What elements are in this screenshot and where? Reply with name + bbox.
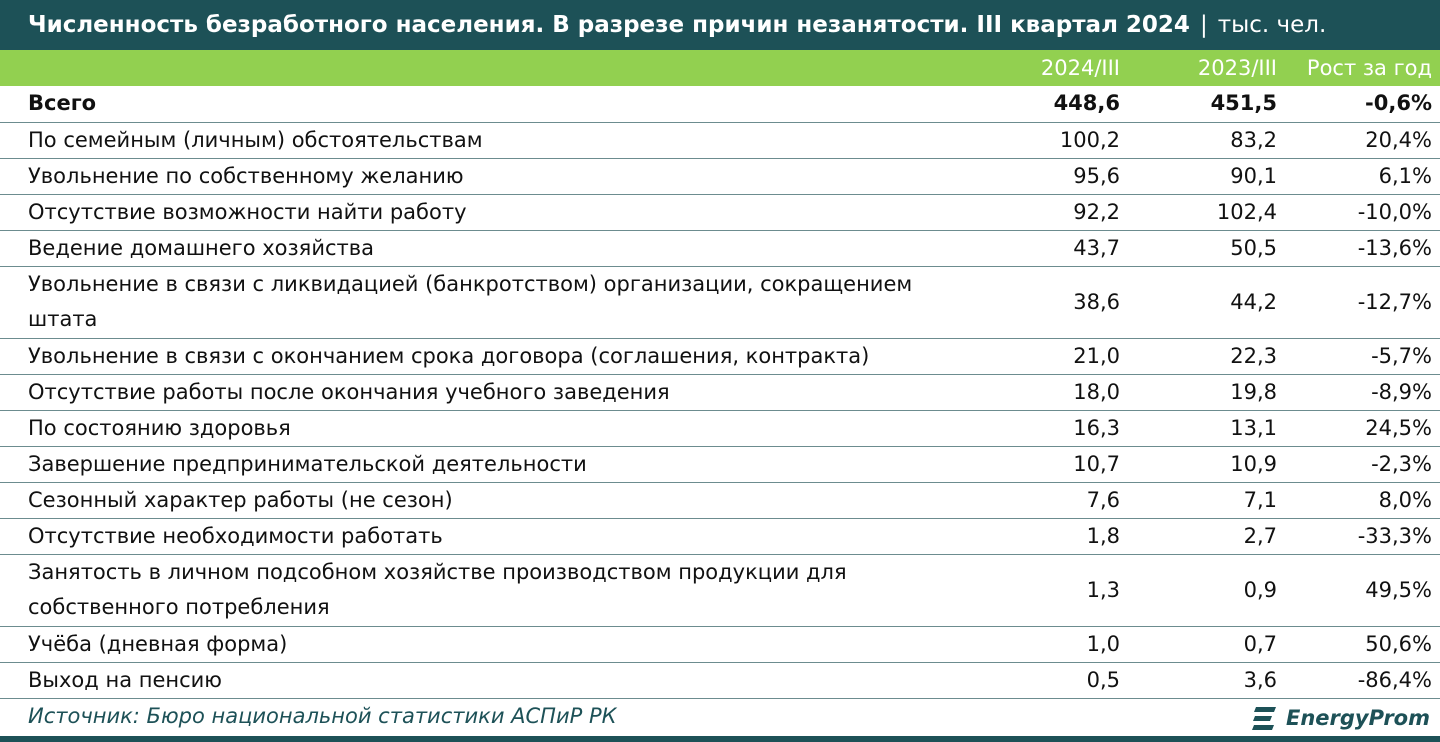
table-row [0, 662, 1440, 698]
value-growth: 8,0% [1277, 482, 1440, 518]
unit-label: тыс. чел. [1217, 12, 1327, 38]
value-2023: 83,2 [1120, 122, 1277, 158]
logo-text: EnergyProm [1285, 706, 1430, 730]
page-title: Численность безработного населения. В разрезе причин незанятости. III квартал 2024 [28, 12, 1190, 38]
table-row-total [0, 86, 1440, 122]
column-header-2024: 2024/III [1040, 56, 1120, 80]
value-2023: 2,7 [1120, 518, 1277, 554]
value-2024: 95,6 [970, 158, 1120, 194]
value-2023: 7,1 [1120, 482, 1277, 518]
bottom-rule [0, 736, 1440, 742]
value-2024: 10,7 [970, 446, 1120, 482]
value-2023: 13,1 [1120, 410, 1277, 446]
value-growth: 20,4% [1277, 122, 1440, 158]
value-2023: 102,4 [1120, 194, 1277, 230]
table-row [0, 122, 1440, 158]
value-growth: -13,6% [1277, 230, 1440, 266]
value-growth: 50,6% [1277, 626, 1440, 662]
value-growth: 24,5% [1277, 410, 1440, 446]
row-label: Отсутствие возможности найти работу [0, 194, 970, 230]
row-label: Увольнение по собственному желанию [0, 158, 970, 194]
value-2024: 1,3 [970, 554, 1120, 626]
data-table [0, 86, 1440, 699]
value-2023: 3,6 [1120, 662, 1277, 698]
table-row [0, 446, 1440, 482]
table-row [0, 374, 1440, 410]
value-2023: 0,7 [1120, 626, 1277, 662]
column-header-row [0, 50, 1440, 86]
value-growth: -0,6% [1277, 86, 1440, 122]
row-label: По состоянию здоровья [0, 410, 970, 446]
row-label: Ведение домашнего хозяйства [0, 230, 970, 266]
value-2023: 90,1 [1120, 158, 1277, 194]
value-growth: -2,3% [1277, 446, 1440, 482]
value-2024: 1,0 [970, 626, 1120, 662]
value-2024: 18,0 [970, 374, 1120, 410]
value-2024: 448,6 [970, 86, 1120, 122]
row-label: Завершение предпринимательской деятельности [0, 446, 970, 482]
table-row [0, 482, 1440, 518]
value-2023: 22,3 [1120, 338, 1277, 374]
value-growth: 49,5% [1277, 554, 1440, 626]
table-row [0, 554, 1440, 626]
value-2024: 100,2 [970, 122, 1120, 158]
value-growth: -12,7% [1277, 266, 1440, 338]
value-growth: -86,4% [1277, 662, 1440, 698]
title-bar [0, 0, 1440, 50]
value-2024: 1,8 [970, 518, 1120, 554]
table-row [0, 158, 1440, 194]
table-row [0, 410, 1440, 446]
value-growth: -8,9% [1277, 374, 1440, 410]
row-label: Увольнение в связи с ликвидацией (банкротством) организации, сокращением штата [0, 266, 970, 338]
value-growth: 6,1% [1277, 158, 1440, 194]
value-2024: 21,0 [970, 338, 1120, 374]
value-2024: 38,6 [970, 266, 1120, 338]
table-row [0, 266, 1440, 338]
row-label: Учёба (дневная форма) [0, 626, 970, 662]
table-row [0, 626, 1440, 662]
energyprom-logo-icon [1250, 703, 1280, 733]
title-separator: | [1199, 12, 1208, 38]
row-label: Занятость в личном подсобном хозяйстве производством продукции для собственного потребления [0, 554, 970, 626]
value-2024: 7,6 [970, 482, 1120, 518]
row-label: Сезонный характер работы (не сезон) [0, 482, 970, 518]
table-row [0, 518, 1440, 554]
value-growth: -10,0% [1277, 194, 1440, 230]
value-2023: 19,8 [1120, 374, 1277, 410]
value-2024: 43,7 [970, 230, 1120, 266]
row-label: Отсутствие работы после окончания учебного заведения [0, 374, 970, 410]
source-note: Источник: Бюро национальной статистики АСПиР РК [28, 704, 617, 728]
value-2024: 92,2 [970, 194, 1120, 230]
column-header-2023: 2023/III [1197, 56, 1277, 80]
row-label: Увольнение в связи с окончанием срока договора (соглашения, контракта) [0, 338, 970, 374]
table-row [0, 194, 1440, 230]
value-2024: 0,5 [970, 662, 1120, 698]
row-label: Всего [0, 86, 970, 122]
row-label: Выход на пенсию [0, 662, 970, 698]
value-growth: -5,7% [1277, 338, 1440, 374]
table-row [0, 338, 1440, 374]
energyprom-logo [1250, 700, 1430, 736]
row-label: Отсутствие необходимости работать [0, 518, 970, 554]
value-growth: -33,3% [1277, 518, 1440, 554]
value-2023: 451,5 [1120, 86, 1277, 122]
value-2024: 16,3 [970, 410, 1120, 446]
column-header-growth: Рост за год [1306, 56, 1432, 80]
value-2023: 0,9 [1120, 554, 1277, 626]
value-2023: 50,5 [1120, 230, 1277, 266]
value-2023: 10,9 [1120, 446, 1277, 482]
value-2023: 44,2 [1120, 266, 1277, 338]
row-label: По семейным (личным) обстоятельствам [0, 122, 970, 158]
table-row [0, 230, 1440, 266]
